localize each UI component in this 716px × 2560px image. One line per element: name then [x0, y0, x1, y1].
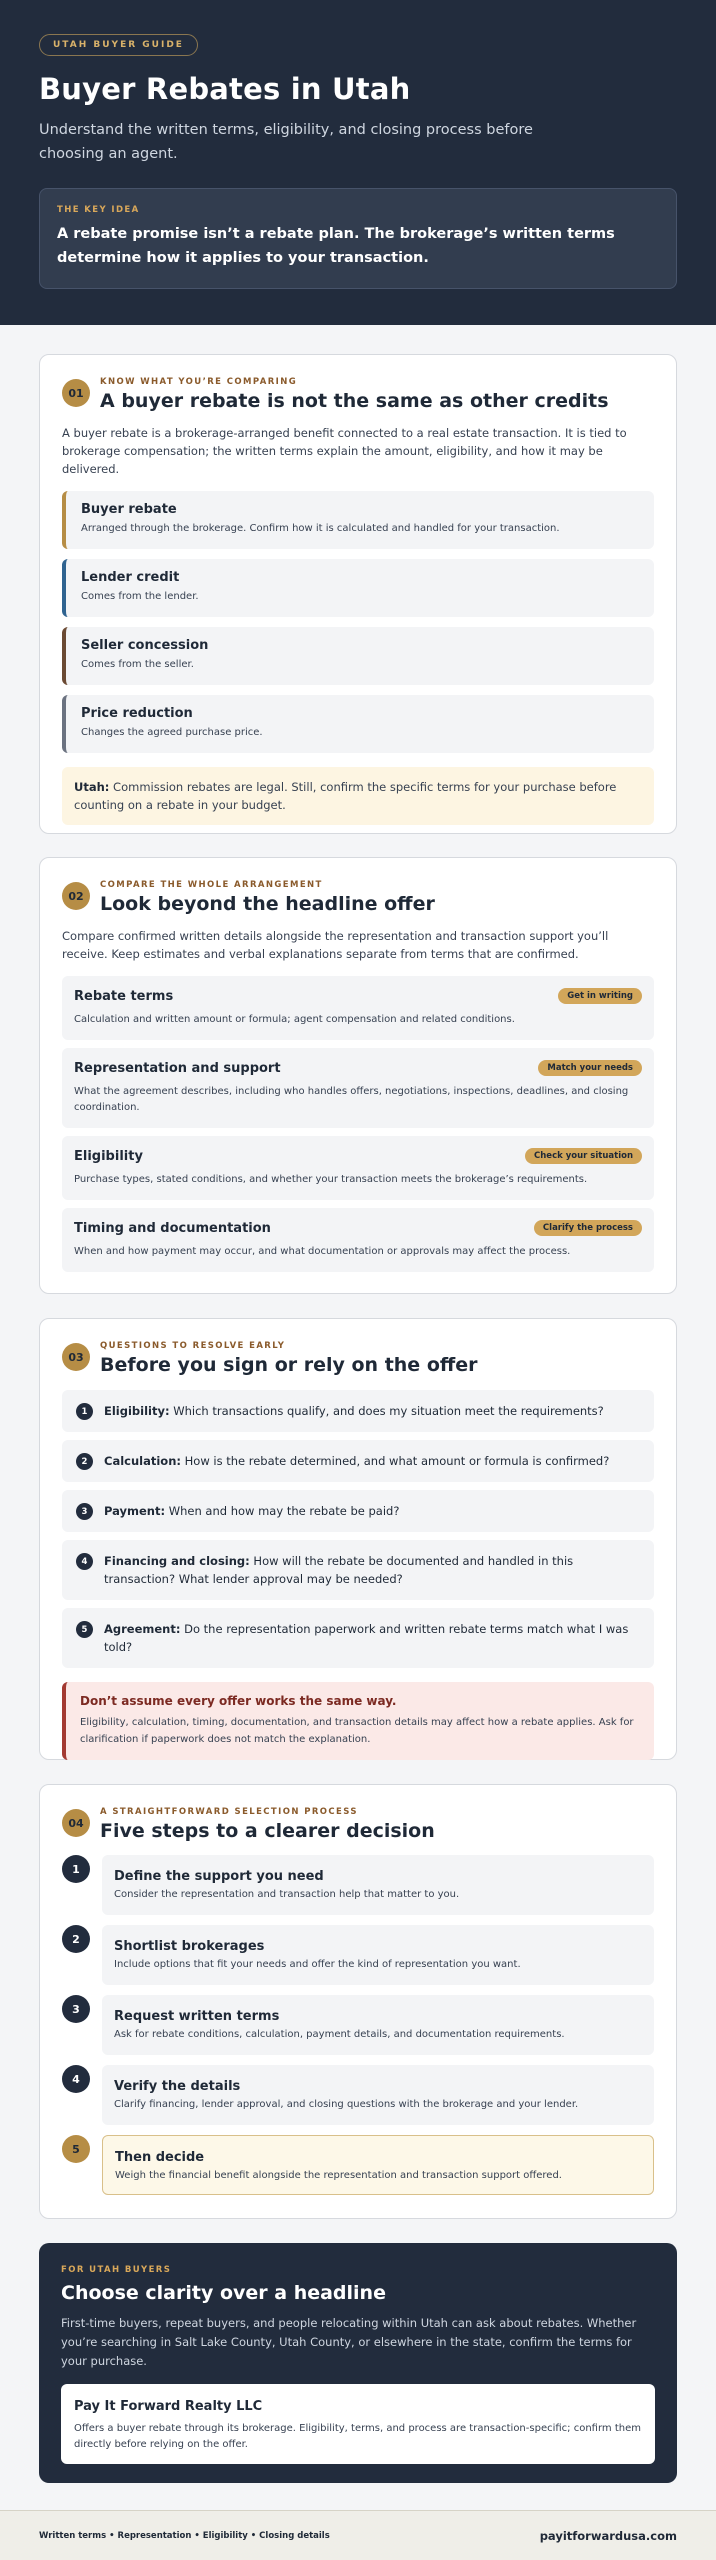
- question-item: [62, 1440, 654, 1482]
- question-number: 5: [76, 1621, 93, 1638]
- term-item-desc: Purchase types, stated conditions, and whether your transaction meets the brokerage’s requirements.: [74, 1174, 588, 1185]
- step-number: 2: [62, 1925, 90, 1953]
- brokerage-desc: Offers a buyer rebate through its brokerage. Eligibility, terms, and process are transaction-specific; confirm them directly before relying on the offer.: [74, 2423, 641, 2450]
- question-number: 4: [76, 1553, 93, 1570]
- question-text: [104, 1620, 640, 1656]
- step-title: Then decide: [115, 2150, 205, 2165]
- term-item-timing: [62, 1208, 654, 1272]
- step-title: Define the support you need: [114, 1869, 324, 1884]
- term-item-tag: Check your situation: [525, 1148, 642, 1164]
- section-number-badge: 01: [62, 379, 90, 407]
- brokerage-card: [61, 2384, 655, 2464]
- warning-callout: [62, 1682, 654, 1760]
- question-item: [62, 1540, 654, 1600]
- question-text: [104, 1452, 609, 1470]
- term-item-tag: Clarify the process: [534, 1220, 642, 1236]
- step-title: Verify the details: [114, 2079, 241, 2094]
- question-body: How will the rebate be documented and handled in this transaction? What lender approval may be needed?: [104, 1554, 574, 1586]
- key-idea-box: [39, 188, 677, 289]
- term-item-eligibility: [62, 1136, 654, 1200]
- step-item-final: [62, 2135, 654, 2195]
- section-eyebrow: A STRAIGHTFORWARD SELECTION PROCESS: [100, 1807, 358, 1817]
- section-rebate-vs-credits: [39, 354, 677, 834]
- section-title: Look beyond the headline offer: [100, 893, 435, 915]
- section-number-badge: 04: [62, 1809, 90, 1837]
- question-body: How is the rebate determined, and what amount or formula is confirmed?: [180, 1454, 610, 1468]
- term-item-desc: What the agreement describes, including who handles offers, negotiations, inspections, deadlines, and closing coordination.: [74, 1086, 629, 1113]
- key-idea-eyebrow: THE KEY IDEA: [57, 205, 140, 215]
- question-body: Do the representation paperwork and written rebate terms match what I was told?: [104, 1622, 629, 1654]
- section-questions: [39, 1318, 677, 1760]
- question-body: When and how may the rebate be paid?: [165, 1504, 400, 1518]
- hero-header: [0, 0, 716, 325]
- term-item-title: Timing and documentation: [74, 1220, 271, 1236]
- question-number: 1: [76, 1403, 93, 1420]
- question-number: 3: [76, 1503, 93, 1520]
- term-item-title: Eligibility: [74, 1148, 143, 1164]
- step-box: [102, 1855, 654, 1915]
- section-five-steps: [39, 1784, 677, 2219]
- cta-eyebrow: FOR UTAH BUYERS: [61, 2265, 172, 2275]
- credit-item-desc: Comes from the seller.: [81, 659, 194, 670]
- credit-item-desc: Comes from the lender.: [81, 591, 199, 602]
- section-eyebrow: COMPARE THE WHOLE ARRANGEMENT: [100, 880, 323, 890]
- step-desc: Weigh the financial benefit alongside the representation and transaction support offered.: [115, 2170, 562, 2181]
- term-item-desc: When and how payment may occur, and what documentation or approvals may affect the process.: [74, 1246, 571, 1257]
- credit-item-title: Lender credit: [81, 570, 180, 585]
- credit-item-title: Price reduction: [81, 706, 193, 721]
- term-item-tag: Match your needs: [538, 1060, 642, 1076]
- step-item: [62, 1925, 654, 1985]
- question-item: [62, 1490, 654, 1532]
- step-title: Request written terms: [114, 2009, 280, 2024]
- footer-topics: Written terms • Representation • Eligibility • Closing details: [39, 2530, 330, 2541]
- section-intro: Compare confirmed written details alongside the representation and transaction support you’ll receive. Keep estimates and verbal explanations separate from terms that are confirmed.: [62, 929, 609, 961]
- page-title: Buyer Rebates in Utah: [39, 72, 411, 106]
- utah-note-text: Commission rebates are legal. Still, confirm the specific terms for your purchase before counting on a rebate in your budget.: [74, 780, 617, 812]
- question-label: Agreement:: [104, 1622, 181, 1636]
- step-item: [62, 2065, 654, 2125]
- term-item-rebate-terms: [62, 976, 654, 1040]
- step-desc: Consider the representation and transaction help that matter to you.: [114, 1889, 460, 1900]
- question-item: [62, 1390, 654, 1432]
- step-box: [102, 1995, 654, 2055]
- credit-item-title: Seller concession: [81, 638, 209, 653]
- section-beyond-headline: [39, 857, 677, 1294]
- warning-text: Eligibility, calculation, timing, documentation, and transaction details may affect how a rebate applies. Ask for clarification if paperwork does not match the explanation.: [80, 1717, 634, 1745]
- step-desc: Ask for rebate conditions, calculation, payment details, and documentation requirements.: [114, 2029, 565, 2040]
- question-label: Financing and closing:: [104, 1554, 250, 1568]
- step-title: Shortlist brokerages: [114, 1939, 265, 1954]
- term-item-desc: Calculation and written amount or formula; agent compensation and related conditions.: [74, 1014, 515, 1025]
- key-idea-text: A rebate promise isn’t a rebate plan. The brokerage’s written terms determine how it applies to your transaction.: [57, 226, 615, 266]
- brokerage-name: Pay It Forward Realty LLC: [74, 2399, 263, 2414]
- credit-item-price-reduction: [62, 695, 654, 753]
- step-box: [102, 2135, 654, 2195]
- term-item-tag: Get in writing: [558, 988, 642, 1004]
- question-number: 2: [76, 1453, 93, 1470]
- cta-panel: [39, 2243, 677, 2483]
- step-item: [62, 1995, 654, 2055]
- step-item: [62, 1855, 654, 1915]
- step-box: [102, 1925, 654, 1985]
- utah-note: [62, 767, 654, 825]
- section-title: Five steps to a clearer decision: [100, 1820, 435, 1842]
- question-item: [62, 1608, 654, 1668]
- step-number: 4: [62, 2065, 90, 2093]
- question-label: Calculation:: [104, 1454, 181, 1468]
- guide-eyebrow-badge: UTAH BUYER GUIDE: [39, 34, 198, 56]
- question-text: [104, 1402, 604, 1420]
- credit-item-title: Buyer rebate: [81, 502, 177, 517]
- question-label: Payment:: [104, 1504, 166, 1518]
- section-eyebrow: KNOW WHAT YOU’RE COMPARING: [100, 377, 298, 387]
- term-item-title: Representation and support: [74, 1060, 281, 1076]
- step-desc: Include options that fit your needs and offer the kind of representation you want.: [114, 1959, 521, 1970]
- credit-item-buyer-rebate: [62, 491, 654, 549]
- credit-item-desc: Arranged through the brokerage. Confirm how it is calculated and handled for your transaction.: [81, 523, 560, 534]
- term-item-title: Rebate terms: [74, 988, 174, 1004]
- step-desc: Clarify financing, lender approval, and closing questions with the brokerage and your lender.: [114, 2099, 579, 2110]
- footer-site-link[interactable]: payitforwardusa.com: [539, 2528, 677, 2543]
- section-title: Before you sign or rely on the offer: [100, 1354, 478, 1376]
- warning-title: Don’t assume every offer works the same way.: [80, 1694, 397, 1708]
- section-title: A buyer rebate is not the same as other credits: [100, 390, 609, 412]
- section-number-badge: 03: [62, 1343, 90, 1371]
- credit-item-desc: Changes the agreed purchase price.: [81, 727, 263, 738]
- step-box: [102, 2065, 654, 2125]
- cta-title: Choose clarity over a headline: [61, 2282, 386, 2304]
- section-intro: A buyer rebate is a brokerage-arranged benefit connected to a real estate transaction. It is tied to brokerage compensation; the written terms explain the amount, eligibility, and how it may be delivered.: [62, 426, 627, 476]
- credit-item-lender-credit: [62, 559, 654, 617]
- cta-text: First-time buyers, repeat buyers, and people relocating within Utah can ask about rebates. Whether you’re searching in Salt Lake County, Utah County, or elsewhere in the state, confirm the terms for your purchase.: [61, 2316, 637, 2368]
- utah-note-label: Utah:: [74, 780, 110, 794]
- section-eyebrow: QUESTIONS TO RESOLVE EARLY: [100, 1341, 286, 1351]
- step-number: 3: [62, 1995, 90, 2023]
- section-number-badge: 02: [62, 882, 90, 910]
- step-number: 1: [62, 1855, 90, 1883]
- question-text: [104, 1502, 399, 1520]
- page-lead: Understand the written terms, eligibility, and closing process before choosing an agent.: [39, 122, 533, 162]
- credit-item-seller-concession: [62, 627, 654, 685]
- step-number: 5: [62, 2135, 90, 2163]
- page-footer: [0, 2510, 716, 2560]
- question-body: Which transactions qualify, and does my situation meet the requirements?: [169, 1404, 604, 1418]
- term-item-representation: [62, 1048, 654, 1128]
- question-text: [104, 1552, 640, 1588]
- question-label: Eligibility:: [104, 1404, 170, 1418]
